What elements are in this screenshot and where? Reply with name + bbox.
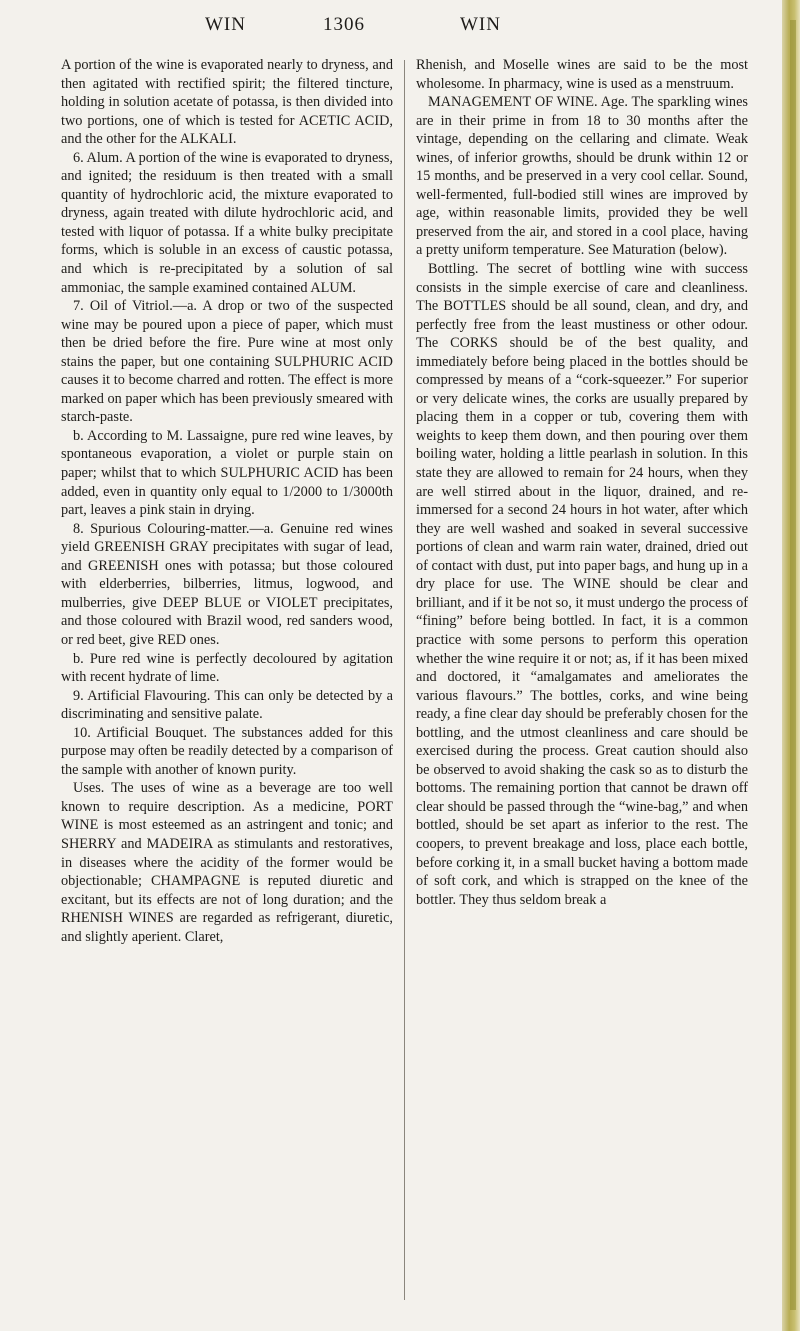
paragraph: Bottling. The secret of bottling wine with success consists in the simple exercise of care and cleanliness. The BOTTLES should be all sound, clean, and dry, and perfectly free from the least mustiness or other odour. The CORKS should be of the best quality, and immediately before being placed in the bottles should be compressed by means of a “cork-squeezer.” For superior or very delicate wines, the corks are usually prepared by placing them in a copper or tub, covering them with weights to keep them down, and then pouring over them boiling water, holding a little pearlash in solution. In this state they are allowed to remain for 24 hours, when they are well stirred about in the liquor, drained, and re-immersed for a second 24 hours in hot water, after which they are well washed and soaked in several successive portions of clean and warm rain water, drained, dried out of contact with dust, put into paper bags, and hung up in a dry place for use. The WINE should be clear and brilliant, and if it be not so, it must undergo the process of “fining” before being bottled. In fact, it is a common practice with some persons to perform this operation whether the wine require it or not; as, if it has been mixed and doctored, it “amalgamates and ameliorates the various flavours.” The bottles, corks, and wine being ready, a fine clear day should be preferably chosen for the bottling, and the utmost cleanliness and care should be exercised during the process. Great caution should also be observed to avoid shaking the cask so as to disturb the bottoms. The remaining portion that cannot be drawn off clear should be passed through the “wine-bag,” and when bottled, should be set apart as inferior to the rest. The coopers, to prevent breakage and loss, place each bottle, before corking it, in a small bucket having a bottom made of soft cork, and which is strapped on the knee of the bottler. They thus seldom break a <box>416 261 748 908</box>
right-column <box>416 56 748 909</box>
page-number: 1306 <box>323 14 365 35</box>
header-left-word: WIN <box>205 14 246 35</box>
paragraph: 8. Spurious Colouring-matter.—a. Genuine red wines yield GREENISH GRAY precipitates with sugar of lead, and GREENISH ones with potassa; but those coloured with elderberries, bilberries, litmus, logwood, and mulberries, give DEEP BLUE or VIOLET precipitates, and those coloured with Brazil wood, red sanders wood, or red beet, give RED ones. <box>61 520 393 648</box>
paragraph: 10. Artificial Bouquet. The substances added for this purpose may often be readily detected by a comparison of the sample with another of known purity. <box>61 724 393 778</box>
paragraph: 7. Oil of Vitriol.—a. A drop or two of the suspected wine may be poured upon a piece of paper, which must then be dried before the fire. Pure wine at most only stains the paper, but one containing SULPHURIC ACID causes it to become charred and rotten. The effect is more marked on paper which has been previously smeared with starch-paste. <box>61 298 393 426</box>
left-column <box>61 56 393 946</box>
paragraph: Uses. The uses of wine as a beverage are too well known to require description. As a medicine, PORT WINE is most esteemed as an astringent and tonic; and SHERRY and MADEIRA as stimulants and restoratives, in diseases where the acidity of the former would be objectionable; CHAMPAGNE is reputed diuretic and excitant, but its effects are not of long duration; and the RHENISH WINES are regarded as refrigerant, diuretic, and slightly aperient. Claret, <box>61 780 393 945</box>
paragraph: Rhenish, and Moselle wines are said to be the most wholesome. In pharmacy, wine is used as a menstruum. <box>416 57 748 92</box>
header-right-word: WIN <box>460 14 501 35</box>
paragraph: 9. Artificial Flavouring. This can only be detected by a discriminating and sensitive palate. <box>61 687 393 723</box>
running-header <box>60 6 730 46</box>
paragraph: b. According to M. Lassaigne, pure red wine leaves, by spontaneous evaporation, a violet or purple stain on paper; whilst that to which SULPHURIC ACID has been added, even in quantity only equal to 1/2000 to 1/3000th part, leaves a pink stain in drying. <box>61 427 393 519</box>
paragraph: 6. Alum. A portion of the wine is evaporated to dryness, and ignited; the residuum is then treated with a small quantity of hydrochloric acid, the mixture evaporated to dryness, again treated with dilute hydrochloric acid, and tested with liquor of potassa. If a white bulky precipitate forms, which is soluble in an excess of caustic potassa, and which is re-precipitated by a solution of sal ammoniac, the sample examined contained ALUM. <box>61 149 393 296</box>
column-divider <box>404 60 405 1300</box>
page-edge-shadow <box>790 20 796 1310</box>
paragraph: b. Pure red wine is perfectly decoloured by agitation with recent hydrate of lime. <box>61 650 393 686</box>
paragraph: MANAGEMENT OF WINE. Age. The sparkling wines are in their prime in from 18 to 30 months after the vintage, depending on the cellaring and climate. Weak wines, of inferior growths, should be drunk within 12 or 15 months, and be preserved in a very cool cellar. Sound, well-fermented, full-bodied still wines are improved by age, within reasonable limits, provided they be well preserved from the air, and stored in a cool place, having a pretty uniform temperature. See Maturation (below). <box>416 94 748 259</box>
paragraph: A portion of the wine is evaporated nearly to dryness, and then agitated with rectified spirit; the filtered tincture, holding in solution acetate of potassa, is then divided into two portions, one of which is tested for ACETIC ACID, and the other for the ALKALI. <box>61 57 393 148</box>
